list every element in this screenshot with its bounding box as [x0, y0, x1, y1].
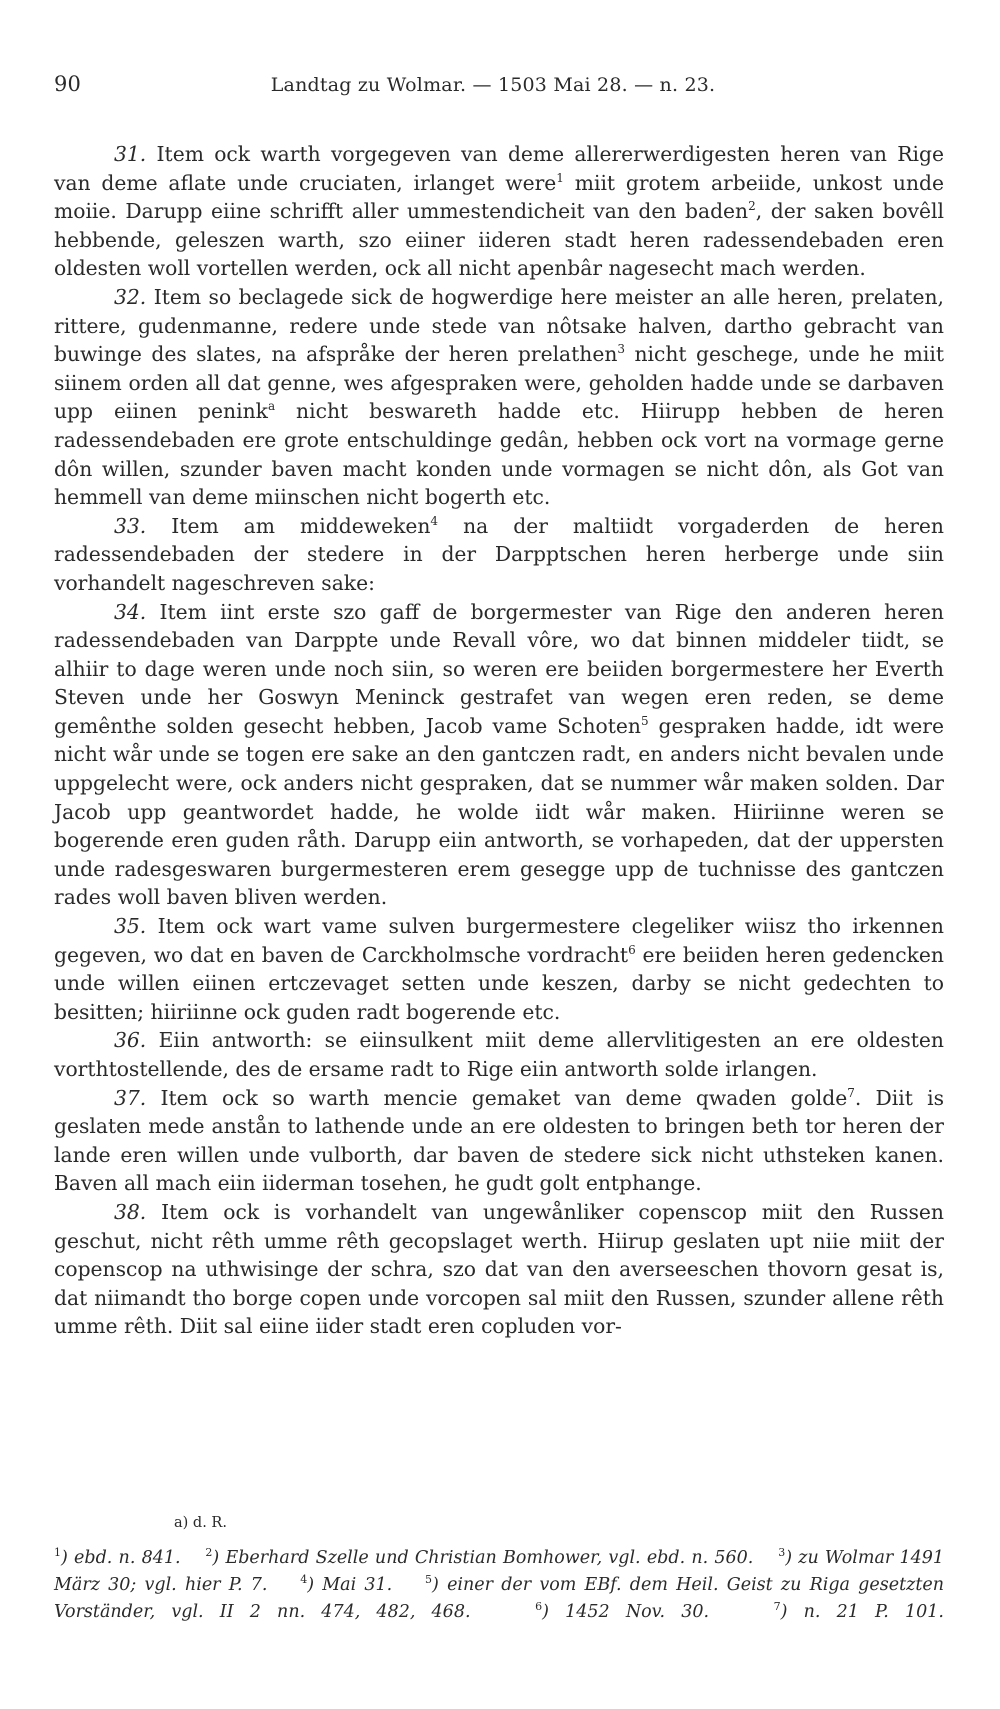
paragraph-text: Item ock wart vame sulven burgermestere clegeliker wiisz tho irkennen gegeven, wo dat en baven de Carckholmsche vordracht [54, 914, 944, 967]
paragraph-number: 36. [114, 1028, 147, 1053]
footnote-marker: 5 [640, 714, 649, 729]
paragraph-text: , der saken bovêll hebbende, geleszen warth, szo eiiner iideren stadt heren radessendebaden eren oldesten woll vortellen werden, ock all nicht apenbâr nagesecht mach werden. [54, 199, 945, 281]
paragraph-text: Item so beclagede sick de hogwerdige here meister an alle heren, prelaten, rittere, gudenmanne, redere unde stede van nôtsake halven, dartho gebracht van buwinge des slates, na afspråke der heren prelathen [54, 284, 944, 367]
footnote-6: $^6$) 1452 Nov. 30. [535, 1600, 710, 1622]
paragraph-text: ere beiiden heren gedencken unde willen eiinen ertczevaget setten unde keszen, darby se nicht gedechten to besitten; hiiriinne ock guden radt bogerende etc. [54, 942, 944, 1024]
footnote-marker: 2 [748, 199, 756, 214]
paragraph-number: 35. [114, 914, 147, 939]
paragraph-number: 37. [114, 1085, 147, 1110]
running-header [54, 72, 944, 98]
footnote-marker: 6 [628, 942, 636, 957]
paragraph-text: gespraken hadde, idt were nicht wår unde se togen ere sake an den gantczen radt, en anders nicht bevalen unde uppgelecht were, ock anders nicht gespraken, dat se nummer wår maken solden. Dar Jacob upp geantwordet hadde, he wolde iidt wår maken. Hiiriinne weren se bogerende eren guden råth. Darupp eiin antworth, se vorhapeden, dat der uppersten unde radesgeswaren burgermesteren erem gesegge upp de tuchnisse des gantczen rades woll baven bliven werden. [54, 713, 944, 910]
footnote-2: $^2$) Eberhard Szelle und Christian Bomhower, vgl. ebd. n. 560. [205, 1546, 754, 1568]
footnote-marker: 4 [430, 513, 439, 528]
paragraph-number: 31. [114, 142, 147, 166]
paragraph [54, 1084, 944, 1198]
footnote-marker: 1 [556, 170, 564, 185]
paragraph-text: Item iint erste szo gaff de borgermester van Rige den anderen heren radessendebaden van Darppte unde Revall vôre, wo dat binnen middeler tiidt, se alhiir to dage weren unde noch siin, so weren ere beiiden borgermestere her Everth Steven unde her Goswyn Meninck gestrafet van wegen eren reden, se deme gemênthe solden gesecht hebben, Jacob vame Schoten [54, 599, 944, 738]
paragraph-text: miit grotem arbeiide, unkost unde moiie. Darupp eiine schrifft aller ummestendicheit van den baden [54, 170, 944, 224]
paragraph-text: na der maltiidt vorgaderden de heren radessendebaden der stedere in der Darpptschen heren herberge unde siin vorhandelt nageschreven sake: [54, 513, 944, 595]
main-text [54, 140, 944, 1341]
paragraph-number: 32. [114, 284, 147, 309]
paragraph-number: 38. [114, 1199, 147, 1224]
footnote-5: $^5$) einer der vom EBf. dem Heil. Geist zu Riga gesetzten Vorständer, vgl. II 2 nn. 474, 482, 468. [54, 1573, 944, 1622]
footnote-marker: 7 [847, 1085, 855, 1100]
footnote-block [54, 1545, 944, 1626]
paragraph-text: Item ock so warth mencie gemaket van deme qwaden golde [160, 1085, 848, 1110]
footnotes [54, 1510, 944, 1626]
paragraph-number: 34. [114, 599, 147, 624]
paragraph [54, 598, 944, 913]
paragraph-text: nicht beswareth hadde etc. Hiirupp hebben de heren radessendebaden ere grote entschuldinge gedân, hebben ock vort na vormage gerne dôn willen, szunder baven macht konden unde vormagen se nicht dôn, als Got van hemmell van deme miinschen nicht bogerth etc. [54, 399, 944, 510]
footnote-marker: 3 [617, 342, 626, 357]
footnote-7: $^7$) n. 21 P. 101. [773, 1600, 944, 1622]
paragraph [54, 1026, 944, 1083]
footnote-marker: a [267, 399, 276, 414]
running-title: Landtag zu Wolmar. — 1503 Mai 28. — n. 23. [270, 74, 716, 96]
paragraph-text: Eiin antworth: se eiinsulkent miit deme allervlitigesten an ere oldesten vorthtostellende, des de ersame radt to Rige eiin antworth solde irlangen. [54, 1028, 944, 1081]
paragraph [54, 140, 944, 283]
paragraph [54, 283, 944, 512]
paragraph [54, 512, 944, 598]
paragraph-text: Item ock is vorhandelt van ungewånliker copenscop miit den Russen geschut, nicht rêth umme rêth gecopslaget werth. Hiirup geslaten upt niie miit der copenscop na uthwisinge der schra, szo dat van den averseeschen thovorn gesat is, dat niimandt tho borge copen unde vorcopen sal miit den Russen, szunder allene rêth umme rêth. Diit sal eiine iider stadt eren copluden vor- [54, 1199, 944, 1339]
paragraph [54, 912, 944, 1026]
apparatus-note: a) d. R. [174, 1515, 227, 1531]
paragraph-text: Item ock warth vorgegeven van deme allererwerdigesten heren van Rige van deme aflate unde cruciaten, irlanget were [54, 142, 944, 195]
paragraph [54, 1198, 944, 1341]
page-number: 90 [54, 72, 82, 96]
paragraph-text: Item am middeweken [171, 513, 431, 538]
paragraph-text: . Diit is geslaten mede anstån to lathende unde an ere oldesten to bringen beth tor heren der lande eren willen unde vulborth, dar baven de stedere sick nicht uthsteken kanen. Baven all mach eiin iiderman tosehen, he gudt golt entphange. [54, 1085, 945, 1196]
paragraph-text: nicht geschege, unde he miit siinem orden all dat genne, wes afgespraken were, geholden hadde unde se darbaven upp eiinen penink [54, 342, 944, 424]
footnote-3: $^3$) zu Wolmar 1491 März 30; vgl. hier P. 7. [54, 1546, 944, 1595]
paragraph-number: 33. [114, 513, 147, 538]
footnote-1: $^1$) ebd. n. 841. [54, 1546, 181, 1568]
footnote-4: $^4$) Mai 31. [300, 1573, 393, 1595]
